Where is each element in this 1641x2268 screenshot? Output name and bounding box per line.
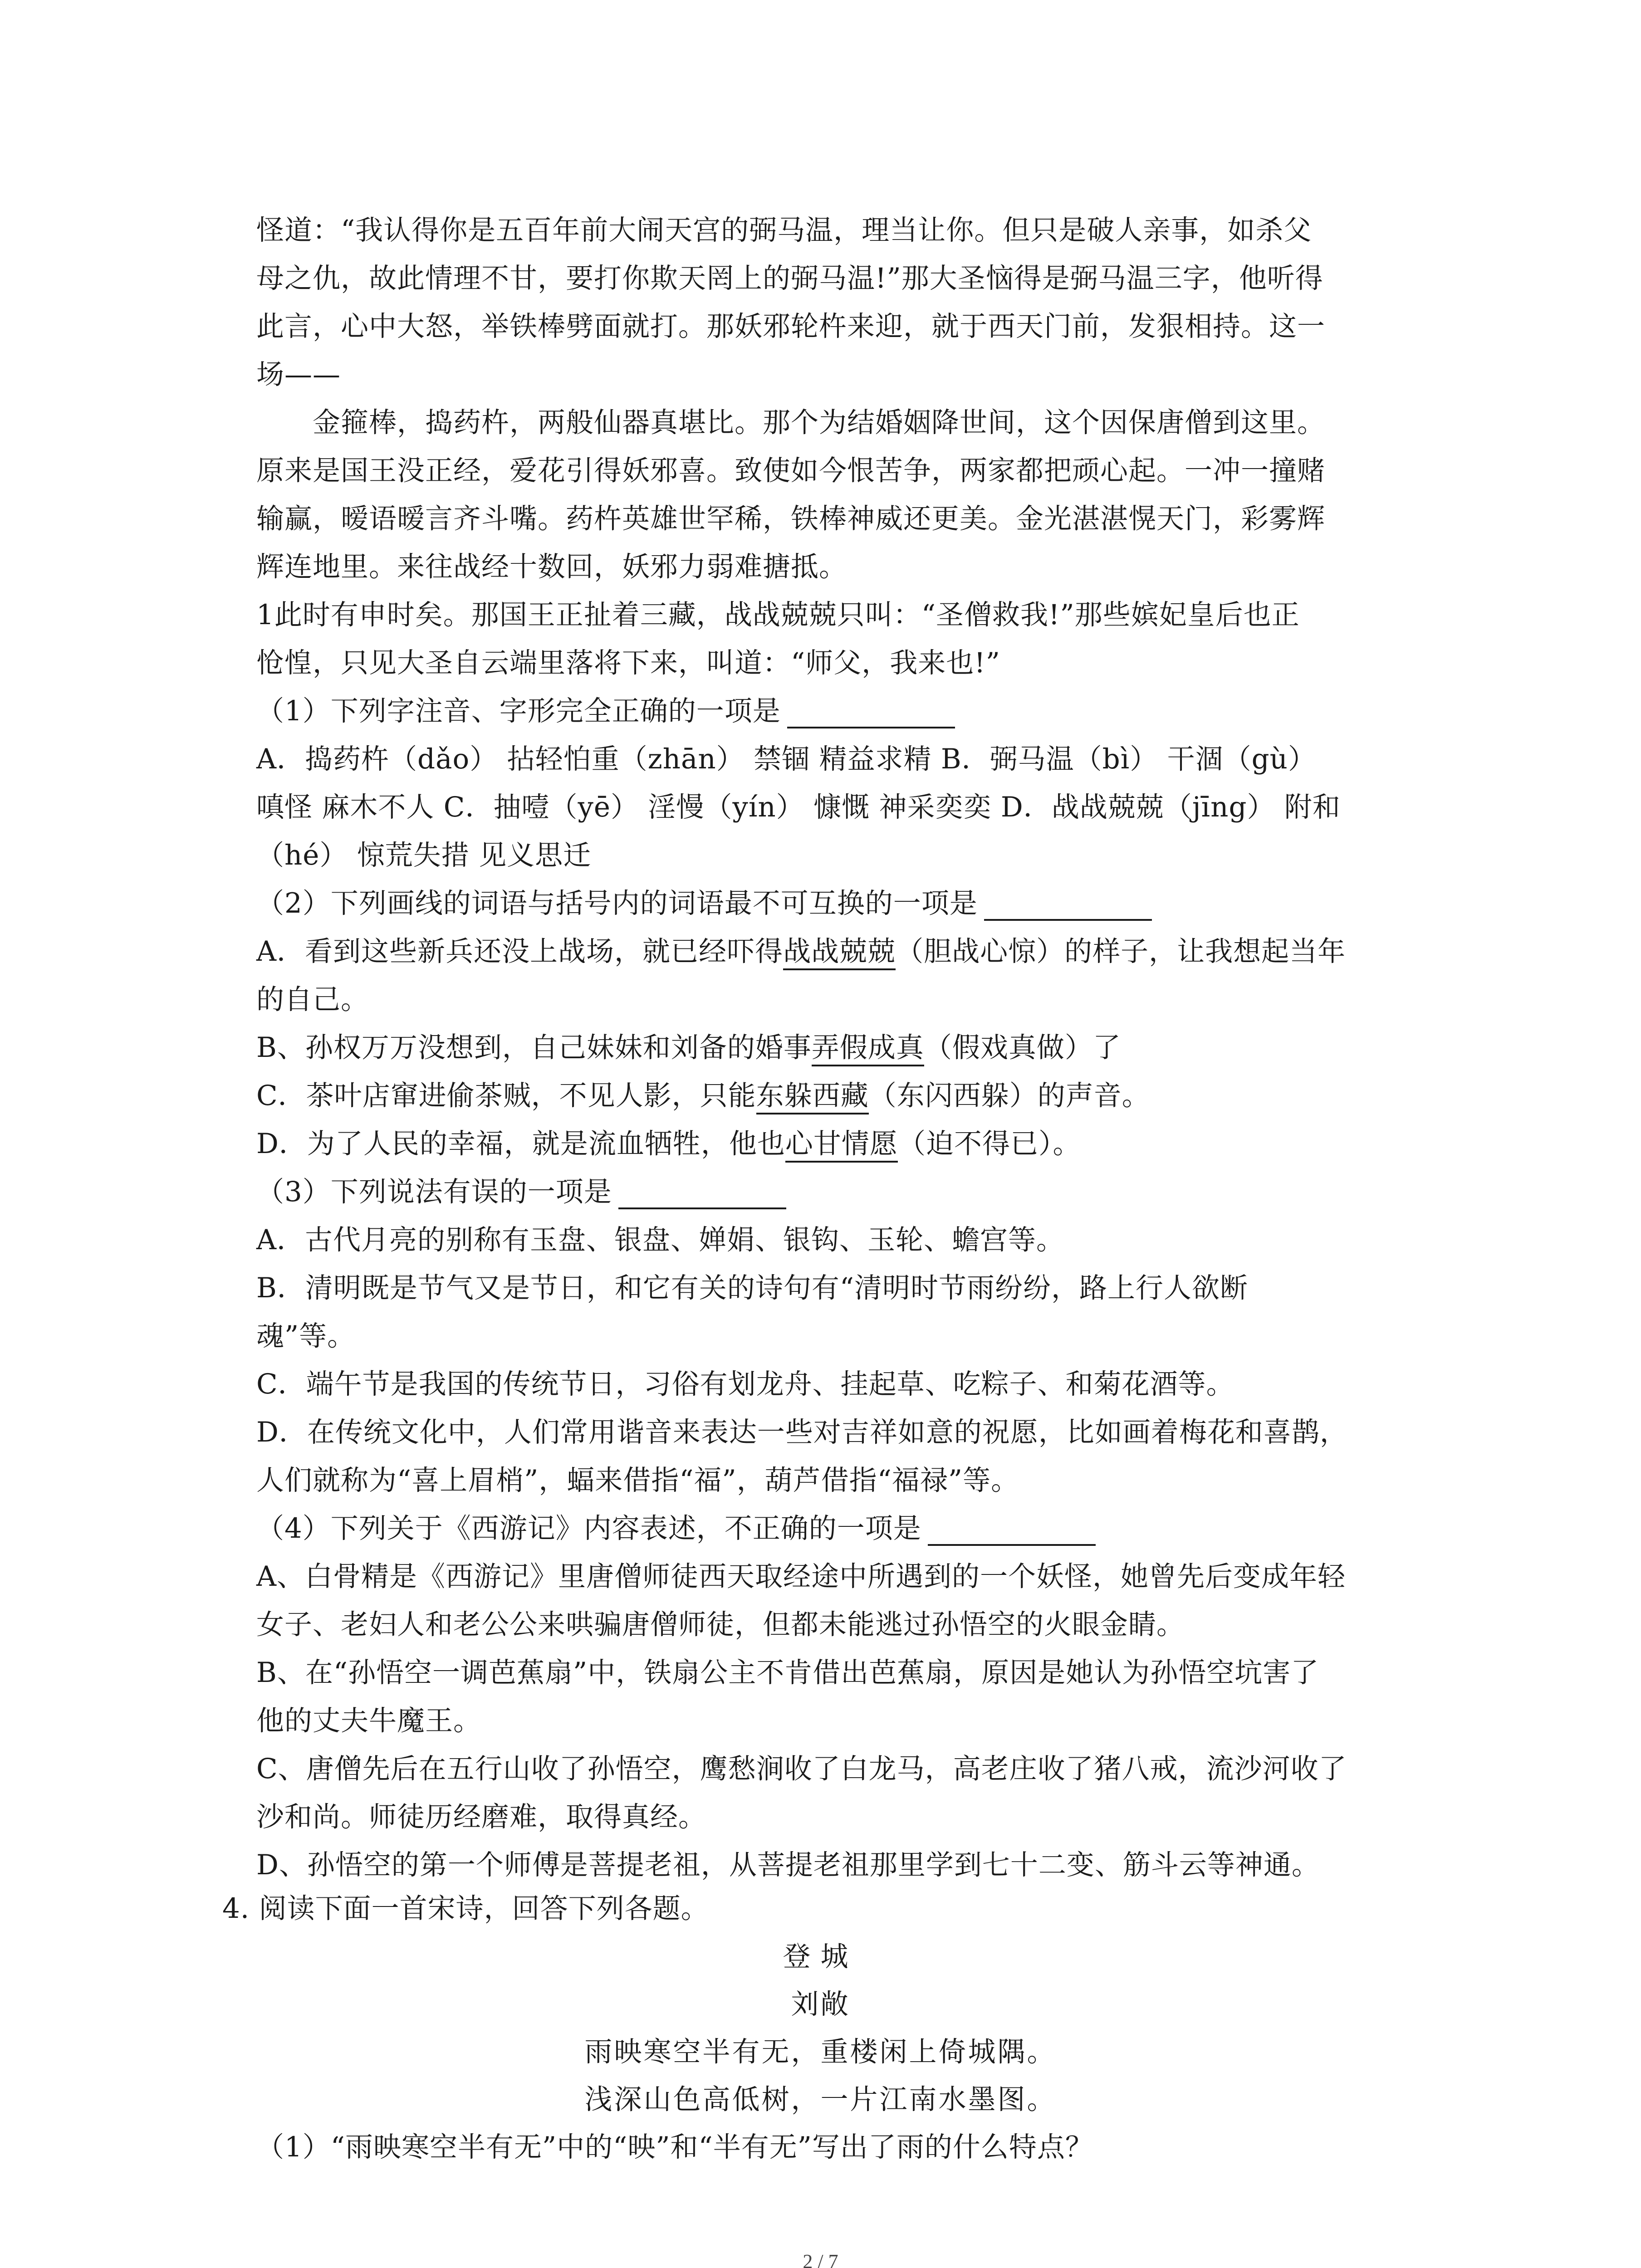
question-3-option-a: A．古代月亮的别称有玉盘、银盘、婵娟、银钩、玉轮、蟾宫等。	[256, 1224, 1065, 1256]
verse-line: 原来是国王没正经，爱花引得妖邪喜。致使如今恨苦争，两家都把顽心起。一冲一撞赌	[256, 455, 1326, 487]
question-4-option-c: C、唐僧先后在五行山收了孙悟空，鹰愁涧收了白龙马，高老庄收了猪八戒，流沙河收了	[256, 1753, 1347, 1785]
main-content	[256, 206, 1463, 1889]
answer-blank[interactable]	[928, 1512, 1096, 1546]
poem-author: 刘敞	[791, 1988, 850, 2020]
passage-line: 怆惶，只见大圣自云端里落将下来，叫道：“师父，我来也!”	[256, 647, 1000, 679]
question-3-option-c: C．端午节是我国的传统节日，习俗有划龙舟、挂起草、吃粽子、和菊花酒等。	[256, 1368, 1234, 1400]
underlined-word: 东躲西藏	[756, 1080, 869, 1114]
question-4-option-a-cont: 女子、老妇人和老公公来哄骗唐僧师徒，但都未能逃过孙悟空的火眼金睛。	[256, 1608, 1185, 1641]
underlined-word: 心甘情愿	[785, 1128, 898, 1163]
question-4-option-c-cont: 沙和尚。师徒历经磨难，取得真经。	[256, 1801, 707, 1833]
question-4-option-d: D、孙悟空的第一个师傅是菩提老祖，从菩提老祖那里学到七十二变、筋斗云等神通。	[256, 1849, 1320, 1881]
question-1-options: A．捣药杵（dǎo） 拈轻怕重（zhān） 禁锢 精益求精 B．弼马温（bì） 干涸（gù）	[256, 743, 1316, 775]
question-4-stem: （4）下列关于《西游记》内容表述，不正确的一项是	[256, 1505, 1463, 1553]
question-1-options: （hé） 惊荒失措 见义思迁	[256, 839, 592, 871]
underlined-word: 弄假成真	[812, 1031, 924, 1066]
passage-line: 场——	[256, 358, 341, 391]
question-3-stem: （3）下列说法有误的一项是	[256, 1168, 1463, 1216]
question-4-option-b: B、在“孙悟空一调芭蕉扇”中，铁扇公主不肯借出芭蕉扇，原因是她认为孙悟空坑害了	[256, 1657, 1319, 1689]
poem-title: 登城	[783, 1941, 858, 1973]
verse-line: 金箍棒，捣药杵，两般仙器真堪比。那个为结婚姻降世间，这个因保唐僧到这里。	[313, 406, 1326, 439]
section-4-heading: 4. 阅读下面一首宋诗，回答下列各题。	[222, 1892, 709, 1925]
question-4-option-b-cont: 他的丈夫牛魔王。	[256, 1705, 482, 1737]
question-2-stem: （2）下列画线的词语与括号内的词语最不可互换的一项是	[256, 880, 1463, 928]
answer-blank[interactable]	[984, 887, 1152, 921]
question-2-option-b: B、孙权万万没想到，自己妹妹和刘备的婚事弄假成真（假戏真做）了	[256, 1024, 1463, 1072]
question-3-option-b: B．清明既是节气又是节日，和它有关的诗句有“清明时节雨纷纷，路上行人欲断	[256, 1272, 1249, 1304]
question-4-option-a: A、白骨精是《西游记》里唐僧师徒西天取经途中所遇到的一个妖怪，她曾先后变成年轻	[256, 1560, 1346, 1593]
question-3-option-d-cont: 人们就称为“喜上眉梢”，蝠来借指“福”，葫芦借指“福禄”等。	[256, 1464, 1019, 1496]
poem-line: 雨映寒空半有无，重楼闲上倚城隅。	[584, 2036, 1057, 2068]
question-1-options: 嗔怪 麻木不人 C．抽噎（yē） 淫慢（yín） 慷慨 神采奕奕 D．战战兢兢（jīng） 附和	[256, 791, 1341, 823]
question-3-option-d: D．在传统文化中，人们常用谐音来表达一些对吉祥如意的祝愿，比如画着梅花和喜鹊，	[256, 1416, 1348, 1448]
poem-line: 浅深山色高低树，一片江南水墨图。	[584, 2083, 1057, 2116]
verse-line: 辉连地里。来往战经十数回，妖邪力弱难搪抵。	[256, 551, 847, 583]
question-2-option-a-cont: 的自己。	[256, 983, 369, 1016]
question-1-stem: （1）下列字注音、字形完全正确的一项是	[256, 687, 1463, 735]
passage-line: 1此时有申时矣。那国王正扯着三藏，战战兢兢只叫：“圣僧救我!”那些嫔妃皇后也正	[256, 599, 1300, 631]
page-number: 2 / 7	[803, 2250, 838, 2268]
answer-blank[interactable]	[618, 1176, 786, 1209]
underlined-word: 战战兢兢	[783, 935, 896, 970]
answer-blank[interactable]	[787, 695, 955, 728]
question-3-option-b-cont: 魂”等。	[256, 1320, 356, 1352]
passage-line: 此言，心中大怒，举铁棒劈面就打。那妖邪轮杵来迎，就于西天门前，发狠相持。这一	[256, 310, 1326, 342]
poem-question-1: （1）“雨映寒空半有无”中的“映”和“半有无”写出了雨的什么特点？	[256, 2131, 1093, 2163]
question-2-option-a: A．看到这些新兵还没上战场，就已经吓得战战兢兢（胆战心惊）的样子，让我想起当年	[256, 928, 1463, 976]
passage-line: 母之仇，故此情理不甘，要打你欺天罔上的弼马温!”那大圣恼得是弼马温三字，他听得	[256, 262, 1323, 294]
verse-line: 输赢，暧语暧言齐斗嘴。药杵英雄世罕稀，铁棒神威还更美。金光湛湛愰天门，彩雾辉	[256, 503, 1326, 535]
passage-line: 怪道：“我认得你是五百年前大闹天宫的弼马温，理当让你。但只是破人亲事，如杀父	[256, 214, 1312, 246]
question-2-option-c: C．茶叶店窜进偷茶贼，不见人影，只能东躲西藏（东闪西躲）的声音。	[256, 1072, 1463, 1120]
question-2-option-d: D．为了人民的幸福，就是流血牺牲，他也心甘情愿（迫不得已）。	[256, 1120, 1463, 1168]
